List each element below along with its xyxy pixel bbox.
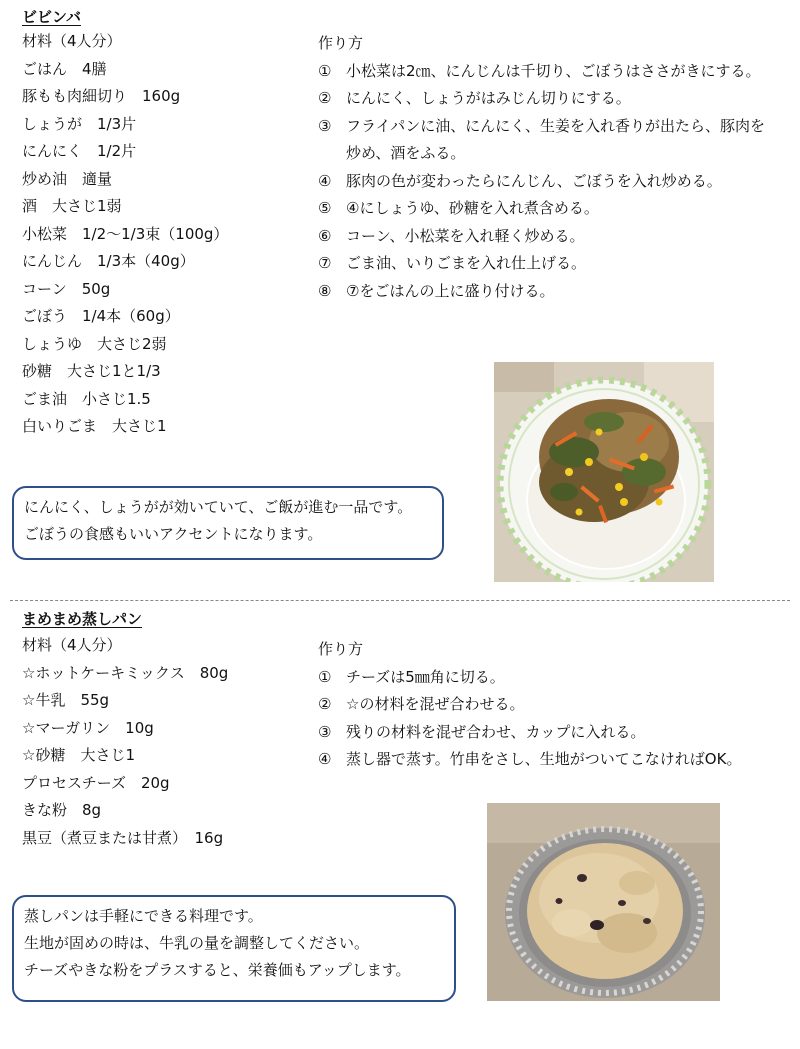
method-step [318,195,768,223]
step-text: 小松菜は2㎝、にんじんは千切り、ごぼうはささがきにする。 [346,61,761,80]
method-step [318,223,768,251]
ingredient-item: ☆マーガリン 10g [22,718,154,737]
method-title: 作り方 [318,34,364,52]
note-box [12,895,456,1002]
ingredient-item: 黒豆（煮豆または甘煮） 16g [22,828,224,847]
recipe-title: ビビンバ [22,8,81,26]
step-text: ⑦をごはんの上に盛り付ける。 [346,281,555,300]
step-number: ⑧ [318,281,332,300]
ingredient-item: ごはん 4膳 [22,59,107,78]
ingredient-item: 小松菜 1/2～1/3束（100g） [22,224,229,243]
note-line: にんにく、しょうがが効いていて、ご飯が進む一品です。 [24,498,413,516]
step-number: ⑦ [318,254,332,272]
ingredient-item: しょうゆ 大さじ2弱 [22,334,167,353]
step-text: ☆の材料を混ぜ合わせる。 [346,695,525,713]
step-text: フライパンに油、にんにく、生姜を入れ香りが出たら、豚肉を炒め、酒をふる。 [346,116,765,162]
method-step [318,58,768,86]
method-step [318,85,768,113]
method-title: 作り方 [318,640,364,658]
section-divider [10,600,790,601]
step-text: ④にしょうゆ、砂糖を入れ煮含める。 [346,199,599,217]
recipe-title: まめまめ蒸しパン [22,610,143,628]
method-section [318,636,768,774]
ingredient-item: ☆ホットケーキミックス 80g [22,663,229,682]
step-number: ③ [318,722,332,741]
ingredient-item: 酒 大さじ1弱 [22,197,122,215]
ingredient-item: きな粉 8g [22,801,102,819]
method-section [318,30,768,305]
ingredient-item: しょうが 1/3片 [22,114,137,133]
ingredient-item: ☆牛乳 55g [22,691,110,709]
step-text: 蒸し器で蒸す。竹串をさし、生地がついてこなければOK。 [346,750,742,768]
method-step [318,250,768,278]
ingredient-list [22,632,228,852]
step-text: 残りの材料を混ぜ合わせ、カップに入れる。 [346,722,646,741]
note-line: 蒸しパンは手軽にできる料理です。 [24,907,263,925]
step-number: ③ [318,116,332,135]
step-text: ごま油、いりごまを入れ仕上げる。 [346,254,587,272]
method-step [318,168,768,196]
ingredient-item: 白いりごま 大さじ1 [22,417,167,435]
step-number: ⑥ [318,226,332,245]
step-text: チーズは5㎜角に切る。 [346,667,505,686]
step-number: ① [318,61,332,80]
ingredient-item: にんにく 1/2片 [22,142,137,160]
step-number: ④ [318,750,332,768]
step-text: 豚肉の色が変わったらにんじん、ごぼうを入れ炒める。 [346,171,722,190]
ingredient-item: コーン 50g [22,279,111,298]
step-number: ② [318,695,332,713]
ingredient-list [22,28,228,441]
method-step [318,746,768,774]
ingredient-item: 砂糖 大さじ1と1/3 [22,362,161,380]
step-number: ⑤ [318,199,332,217]
servings-label: 材料（4人分） [22,32,122,50]
note-line: ごぼうの食感もいいアクセントになります。 [24,525,323,543]
step-text: コーン、小松菜を入れ軽く炒める。 [346,226,585,245]
step-text: にんにく、しょうがはみじん切りにする。 [346,89,631,107]
note-line: 生地が固めの時は、牛乳の量を調整してください。 [24,934,370,952]
steamed-bun-photo [487,803,720,1001]
method-step [318,664,768,692]
method-step [318,691,768,719]
ingredient-item: ごま油 小さじ1.5 [22,389,151,408]
step-number: ④ [318,171,332,190]
method-step [318,113,768,168]
ingredient-item: 豚もも肉細切り 160g [22,87,181,105]
bibimbap-photo [494,362,714,582]
note-box [12,486,444,560]
ingredient-item: にんじん 1/3本（40g） [22,252,195,270]
servings-label: 材料（4人分） [22,636,122,654]
note-line: チーズやきな粉をプラスすると、栄養価もアップします。 [24,961,411,979]
step-number: ① [318,667,332,686]
ingredient-item: ごぼう 1/4本（60g） [22,307,180,325]
ingredient-item: ☆砂糖 大さじ1 [22,746,135,764]
ingredient-item: 炒め油 適量 [22,169,113,188]
ingredient-item: プロセスチーズ 20g [22,773,170,792]
method-step [318,278,768,306]
method-step [318,719,768,747]
step-number: ② [318,89,332,107]
